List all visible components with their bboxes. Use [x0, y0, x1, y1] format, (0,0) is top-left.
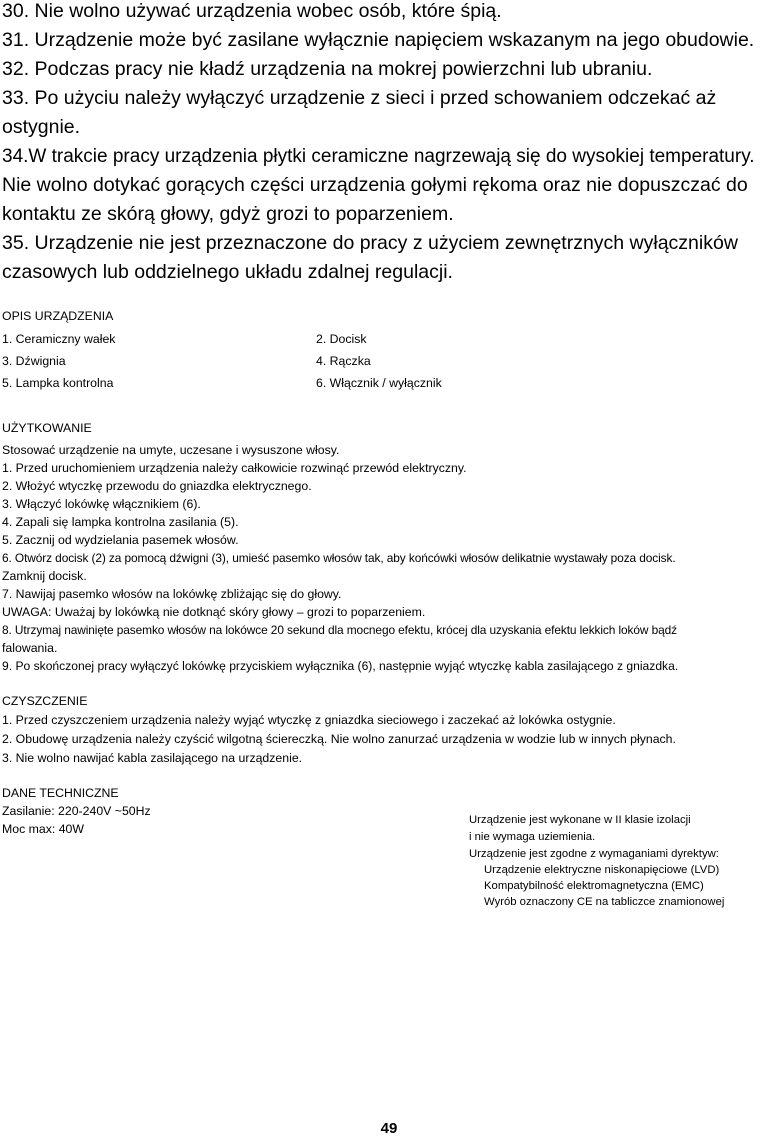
warning-line: 34.W trakcie pracy urządzenia płytki ceramiczne nagrzewają się do wysokiej temperatury. [2, 146, 755, 167]
cleaning-line: 1. Przed czyszczeniem urządzenia należy wyjąć wtyczkę z gniazdka sieciowego i zaczekać aż lokówka ostygnie. [2, 713, 616, 727]
usage-line: 2. Włożyć wtyczkę przewodu do gniazdka elektrycznego. [2, 479, 312, 493]
usage-line: Stosować urządzenie na umyte, uczesane i wysuszone włosy. [2, 443, 340, 457]
directive-item: Wyrób oznaczony CE na tabliczce znamionowej [484, 896, 725, 908]
warning-line: kontaktu ze skórą głowy, gdyż grozi to poparzeniem. [2, 203, 454, 225]
compliance-line: i nie wymaga uziemienia. [469, 831, 596, 843]
warning-line: 35. Urządzenie nie jest przeznaczone do pracy z użyciem zewnętrznych wyłączników [2, 232, 738, 254]
usage-line: 7. Nawijaj pasemko włosów na lokówkę zbliżając się do głowy. [2, 587, 342, 601]
warning-line: 32. Podczas pracy nie kładź urządzenia na mokrej powierzchni lub ubraniu. [2, 58, 653, 80]
part-item: 5. Lampka kontrolna [2, 376, 114, 390]
cleaning-line: 3. Nie wolno nawijać kabla zasilającego na urządzenie. [2, 751, 303, 765]
usage-line: 1. Przed uruchomieniem urządzenia należy całkowicie rozwinąć przewód elektryczny. [2, 461, 467, 475]
usage-line: 4. Zapali się lampka kontrolna zasilania (5). [2, 515, 239, 529]
part-item: 3. Dźwignia [2, 354, 66, 368]
directive-item: Urządzenie elektryczne niskonapięciowe (LVD) [484, 864, 720, 876]
usage-line: 6. Otwórz docisk (2) za pomocą dźwigni (3), umieść pasemko włosów tak, aby końcówki włosów delikatnie wystawały poza docisk. [2, 551, 676, 565]
usage-line: 9. Po skończonej pracy wyłączyć lokówkę przyciskiem wyłącznika (6), następnie wyjąć wtyczkę kabla zasilającego z gniazdka. [2, 659, 679, 673]
compliance-line: Urządzenie jest wykonane w II klasie izolacji [469, 814, 691, 826]
usage-line: falowania. [2, 641, 58, 655]
section-heading-czyszczenie: CZYSZCZENIE [2, 694, 88, 708]
usage-line: 3. Włączyć lokówkę włącznikiem (6). [2, 497, 201, 511]
warning-line: czasowych lub oddzielnego układu zdalnej regulacji. [2, 261, 453, 283]
cleaning-line: 2. Obudowę urządzenia należy czyścić wilgotną ściereczką. Nie wolno zanurzać urządzenia w wodzie lub w innych płynach. [2, 732, 676, 746]
usage-line: 5. Zacznij od wydzielania pasemek włosów. [2, 533, 239, 547]
section-heading-opis: OPIS URZĄDZENIA [2, 309, 114, 323]
directive-item: Kompatybilność elektromagnetyczna (EMC) [484, 880, 704, 892]
warning-line: ostygnie. [2, 116, 81, 138]
warning-line: 33. Po użyciu należy wyłączyć urządzenie z sieci i przed schowaniem odczekać aż [2, 87, 717, 109]
warning-line: Nie wolno dotykać gorących części urządzenia gołymi rękoma oraz nie dopuszczać do [2, 174, 748, 196]
usage-line: Zamknij docisk. [2, 569, 87, 583]
part-item: 6. Włącznik / wyłącznik [316, 376, 442, 390]
usage-warning: UWAGA: Uważaj by lokówką nie dotknąć skóry głowy – grozi to poparzeniem. [2, 605, 426, 619]
section-heading-uzytkowanie: UŻYTKOWANIE [2, 421, 92, 435]
warning-line: 31. Urządzenie może być zasilane wyłącznie napięciem wskazanym na jego obudowie. [2, 29, 755, 51]
page-number: 49 [380, 1120, 398, 1137]
part-item: 4. Rączka [316, 354, 371, 368]
part-item: 2. Docisk [316, 332, 367, 346]
warning-line: 30. Nie wolno używać urządzenia wobec osób, które śpią. [2, 0, 502, 22]
compliance-line: Urządzenie jest zgodne z wymaganiami dyrektyw: [469, 848, 719, 860]
tech-spec-line: Moc max: 40W [2, 822, 84, 836]
part-item: 1. Ceramiczny wałek [2, 332, 116, 346]
usage-line: 8. Utrzymaj nawinięte pasemko włosów na lokówce 20 sekund dla mocnego efektu, krócej dla uzyskania efektu lekkich loków bądź [2, 623, 677, 637]
tech-spec-line: Zasilanie: 220-240V ~50Hz [2, 804, 151, 818]
section-heading-dane: DANE TECHNICZNE [2, 786, 119, 800]
